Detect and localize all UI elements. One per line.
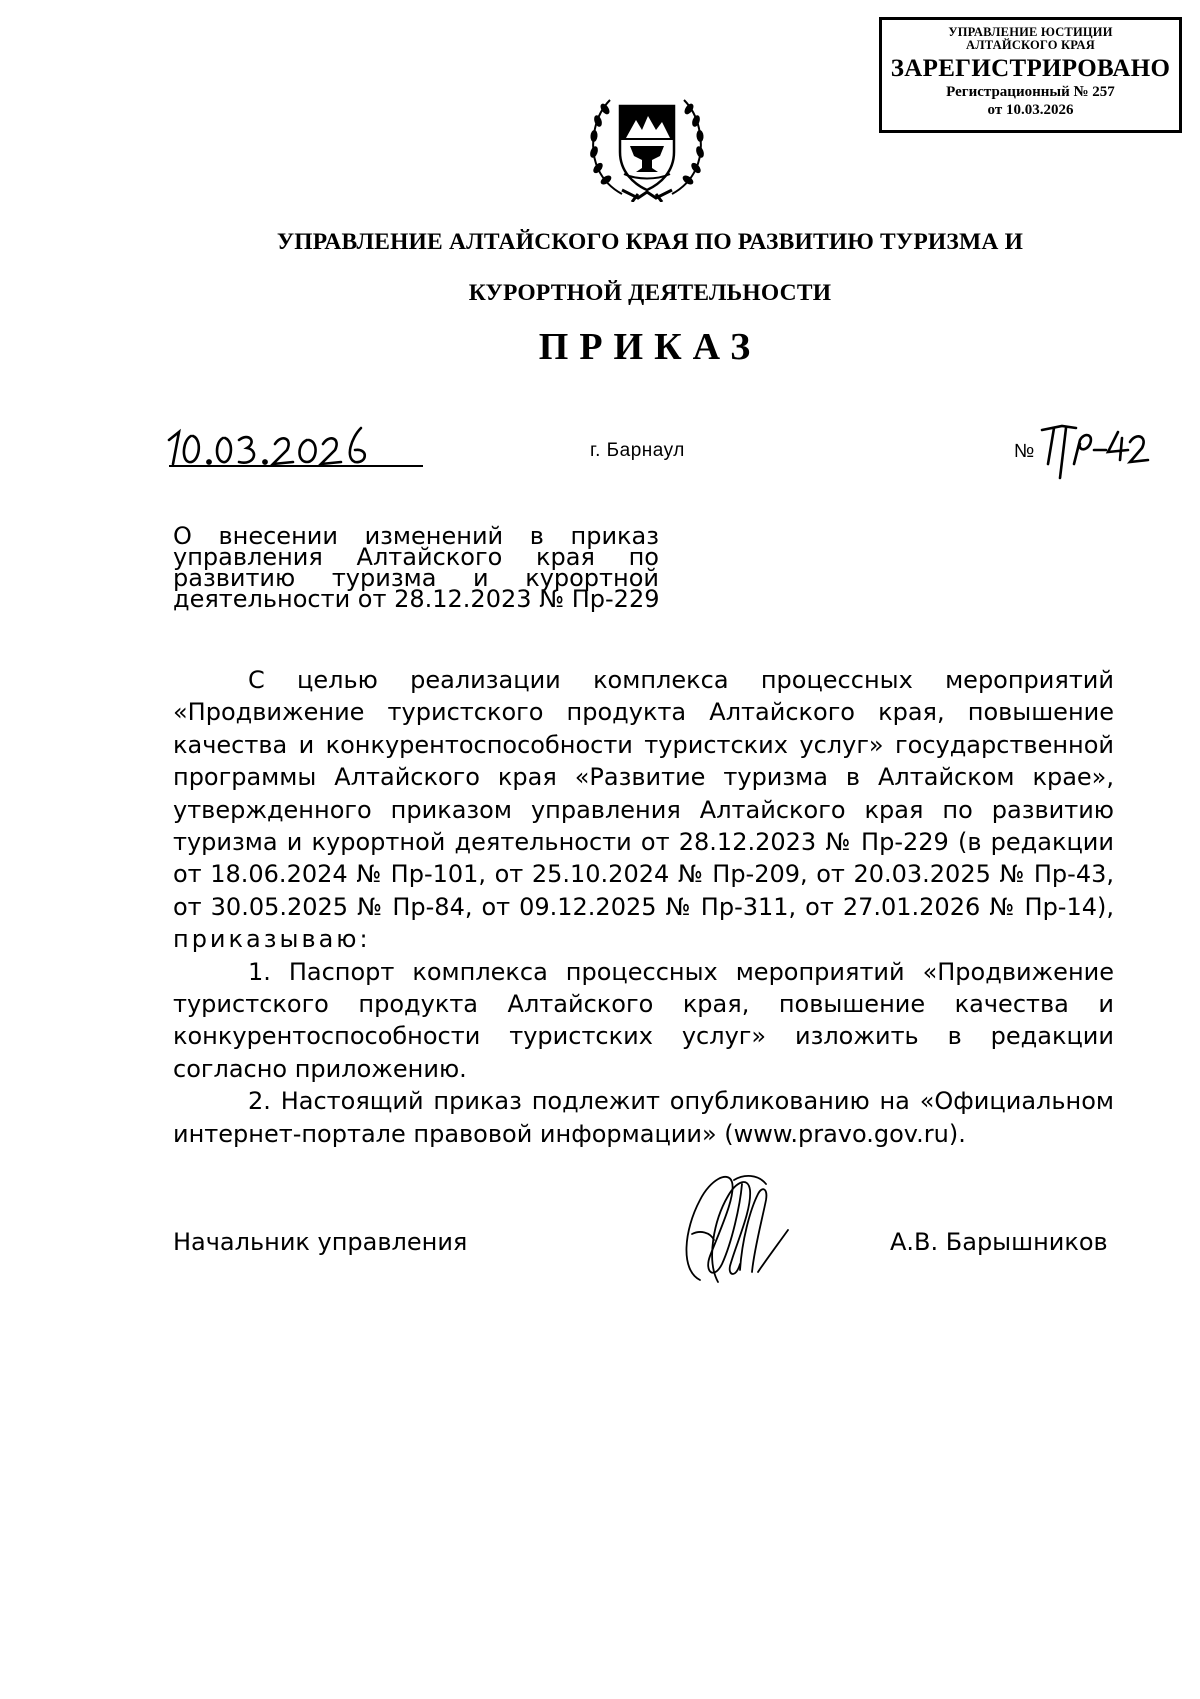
- city: г. Барнаул: [590, 440, 685, 461]
- subject-line-4: деятельности от 28.12.2023 № Пр-229: [173, 585, 660, 613]
- stamp-reg-number: Регистрационный № 257: [946, 84, 1115, 100]
- signatory-role: Начальник управления: [173, 1228, 468, 1256]
- authority-line-2: КУРОРТНОЙ ДЕЯТЕЛЬНОСТИ: [468, 280, 832, 306]
- handwritten-date: [165, 420, 405, 470]
- number-sign: №: [1014, 441, 1035, 462]
- preamble-paragraph: [173, 664, 1114, 956]
- document-type: ПРИКАЗ: [538, 326, 762, 368]
- issuing-authority: [200, 217, 1100, 319]
- subject-line-1: О внесении изменений в приказ: [173, 522, 659, 550]
- subject-line-3: развитию туризма и курортной: [173, 564, 659, 592]
- stamp-status: ЗАРЕГИСТРИРОВАНО: [890, 55, 1171, 82]
- subject-line-2: управления Алтайского края по: [173, 543, 659, 571]
- authority-line-1: УПРАВЛЕНИЕ АЛТАЙСКОГО КРАЯ ПО РАЗВИТИЮ ТУРИЗМА И: [276, 229, 1024, 255]
- signatory-name: А.В. Барышников: [890, 1228, 1108, 1256]
- handwritten-number: [1036, 420, 1151, 482]
- preamble-text: С целью реализации комплекса процессных мероприятий «Продвижение туристского продукта Алтайского края, повышение качества и конкурентоспособности туристских услуг» государственной программы Алтайского края «Развитие туризма в Алтайском крае», утвержденного приказом управления Алтайского края по развитию туризма и курортной деятельности от 28.12.2023 № Пр-229 (в редакции от 18.06.2024 № Пр-101, от 25.10.2024 № Пр-209, от 20.03.2025 № Пр-43, от 30.05.2025 № Пр-84, от 09.12.2025 № Пр-311, от 27.01.2026 № Пр-14),: [173, 666, 1114, 921]
- handwritten-signature-icon: [670, 1160, 800, 1290]
- date-underline: [169, 465, 423, 467]
- altai-krai-coat-of-arms-icon: [582, 90, 712, 202]
- order-subject: [173, 522, 660, 613]
- order-word: приказываю:: [173, 925, 371, 954]
- order-item-1: 1. Паспорт комплекса процессных мероприятий «Продвижение туристского продукта Алтайского края, повышение качества и конкурентоспособности туристских услуг» изложить в редакции согласно приложению.: [173, 957, 1114, 1083]
- stamp-reg-date: от 10.03.2026: [987, 102, 1074, 118]
- stamp-org-line-1: УПРАВЛЕНИЕ ЮСТИЦИИ: [948, 25, 1113, 39]
- order-body: [173, 664, 1114, 1150]
- stamp-org-line-2: АЛТАЙСКОГО КРАЯ: [966, 38, 1095, 52]
- order-item-2: 2. Настоящий приказ подлежит опубликованию на «Официальном интернет-портале правовой информации» (www.pravo.gov.ru).: [173, 1087, 1114, 1148]
- registration-stamp: [879, 17, 1182, 133]
